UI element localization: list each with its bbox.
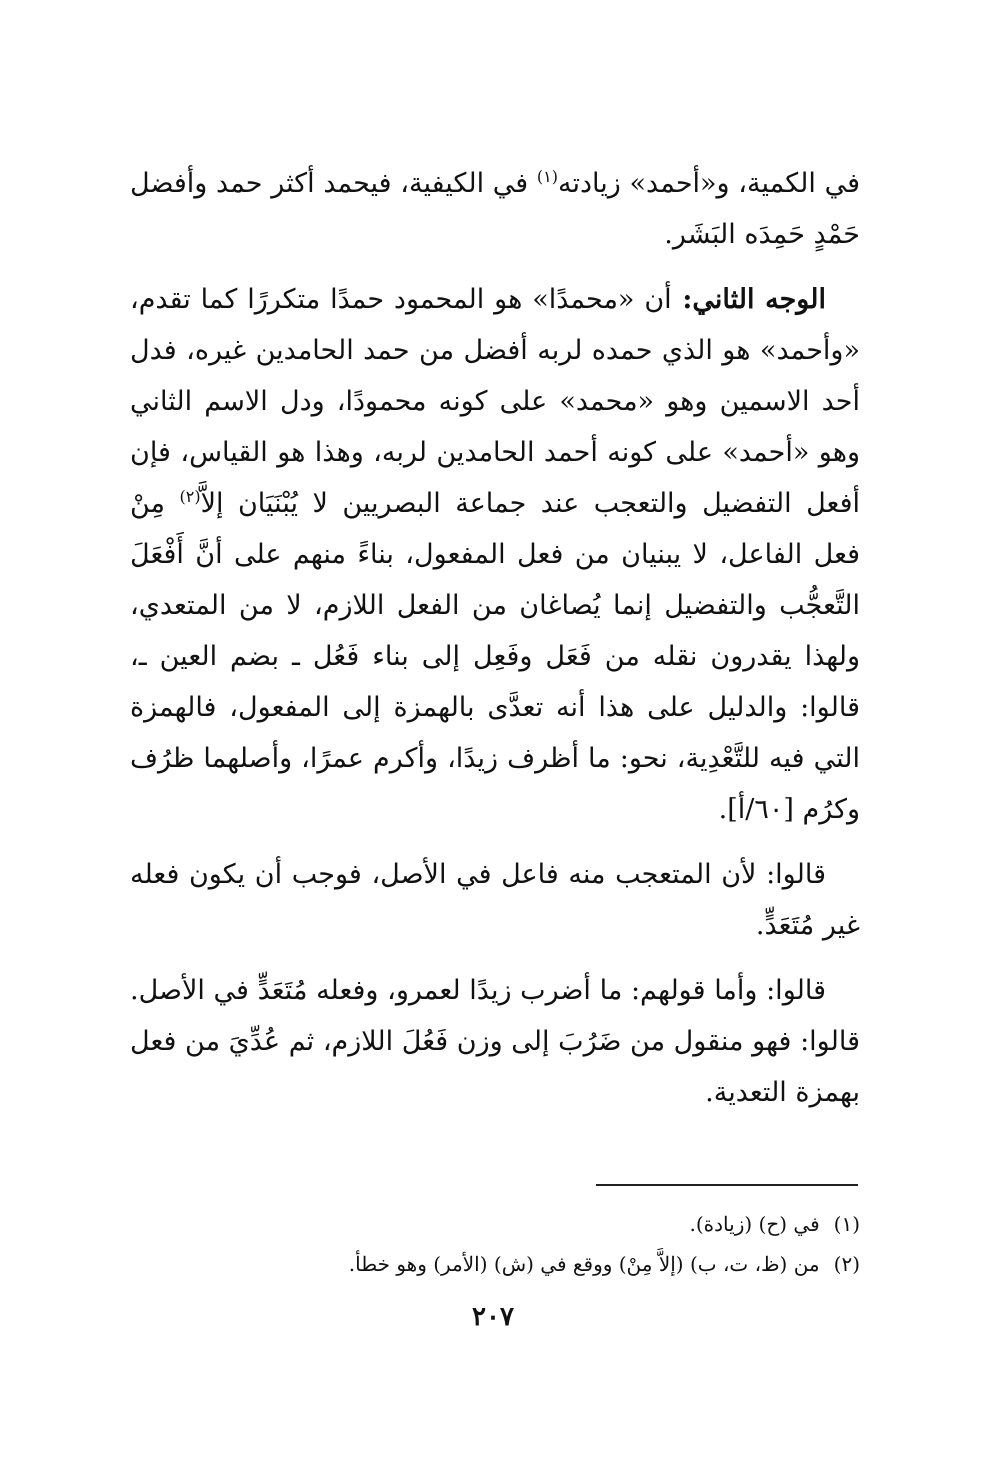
paragraph-2-text-b: مِنْ فعل الفاعل، لا يبنيان من فعل المفعول، بناءً منهم على أنَّ أَفْعَلَ التَّعجُّب والتفضيل إنما يُصاغان من الفعل اللازم، لا من المتعدي، ولهذا يقدرون نقله من فَعَل وفَعِل إلى بناء فَعُل ـ بضم العين ـ، قالوا: والدليل على هذا أنه تعدَّى بالهمزة إلى المفعول، فالهمزة التي فيه للتَّعْدِية، نحو: ما أظرف زيدًا، وأكرم عمرًا، وأصلهما ظرُف وكرُم [٦٠/أ]. bbox=[130, 488, 860, 825]
paragraph-3-text: قالوا: لأن المتعجب منه فاعل في الأصل، فوجب أن يكون فعله غير مُتَعَدٍّ. bbox=[130, 859, 860, 941]
paragraph-4 bbox=[130, 965, 860, 1118]
main-text bbox=[130, 158, 860, 1132]
footnote-1 bbox=[130, 1204, 860, 1244]
paragraph-1-text-a: في الكمية، و«أحمد» زيادته bbox=[558, 168, 860, 199]
paragraph-1-text-b: في الكيفية، فيحمد أكثر حمد وأفضل حَمْدٍ حَمِدَه البَشَر. bbox=[130, 168, 860, 250]
paragraph-1 bbox=[130, 158, 860, 260]
footnote-ref-1[interactable]: (١) bbox=[536, 167, 559, 186]
footnote-1-number: (١) bbox=[833, 1212, 860, 1236]
paragraph-4-text: قالوا: وأما قولهم: ما أضرب زيدًا لعمرو، وفعله مُتَعَدٍّ في الأصل. قالوا: فهو منقول من ضَرُبَ إلى وزن فَعُلَ اللازم، ثم عُدِّيَ من فعل بهمزة التعدية. bbox=[130, 975, 860, 1108]
footnote-separator bbox=[596, 1184, 858, 1186]
paragraph-2-lead: الوجه الثاني: bbox=[671, 284, 826, 315]
footnote-ref-2[interactable]: (٢) bbox=[179, 487, 201, 506]
footnote-1-text: في (ح) (زيادة). bbox=[689, 1212, 820, 1236]
paragraph-2-text-a: أن «محمدًا» هو المحمود حمدًا متكررًا كما تقدم، «وأحمد» هو الذي حمده لربه أفضل من حمد الحامدين غيره، فدل أحد الاسمين وهو «محمد» على كونه محمودًا، ودل الاسم الثاني وهو «أحمد» على كونه أحمد الحامدين لربه، وهذا هو القياس، فإن أفعل التفضيل والتعجب عند جماعة البصريين لا يُبْنَيَان إلاَّ bbox=[130, 284, 861, 519]
page-number: ٢٠٧ bbox=[472, 1302, 514, 1332]
paragraph-3 bbox=[130, 849, 860, 951]
footnote-2 bbox=[130, 1244, 860, 1284]
paragraph-2 bbox=[130, 274, 860, 835]
footnotes bbox=[130, 1204, 860, 1284]
footnote-2-number: (٢) bbox=[833, 1252, 860, 1276]
footnote-2-text: من (ظ، ت، ب) (إلاَّ مِنْ) ووقع في (ش) (الأمر) وهو خطأ. bbox=[348, 1252, 820, 1276]
